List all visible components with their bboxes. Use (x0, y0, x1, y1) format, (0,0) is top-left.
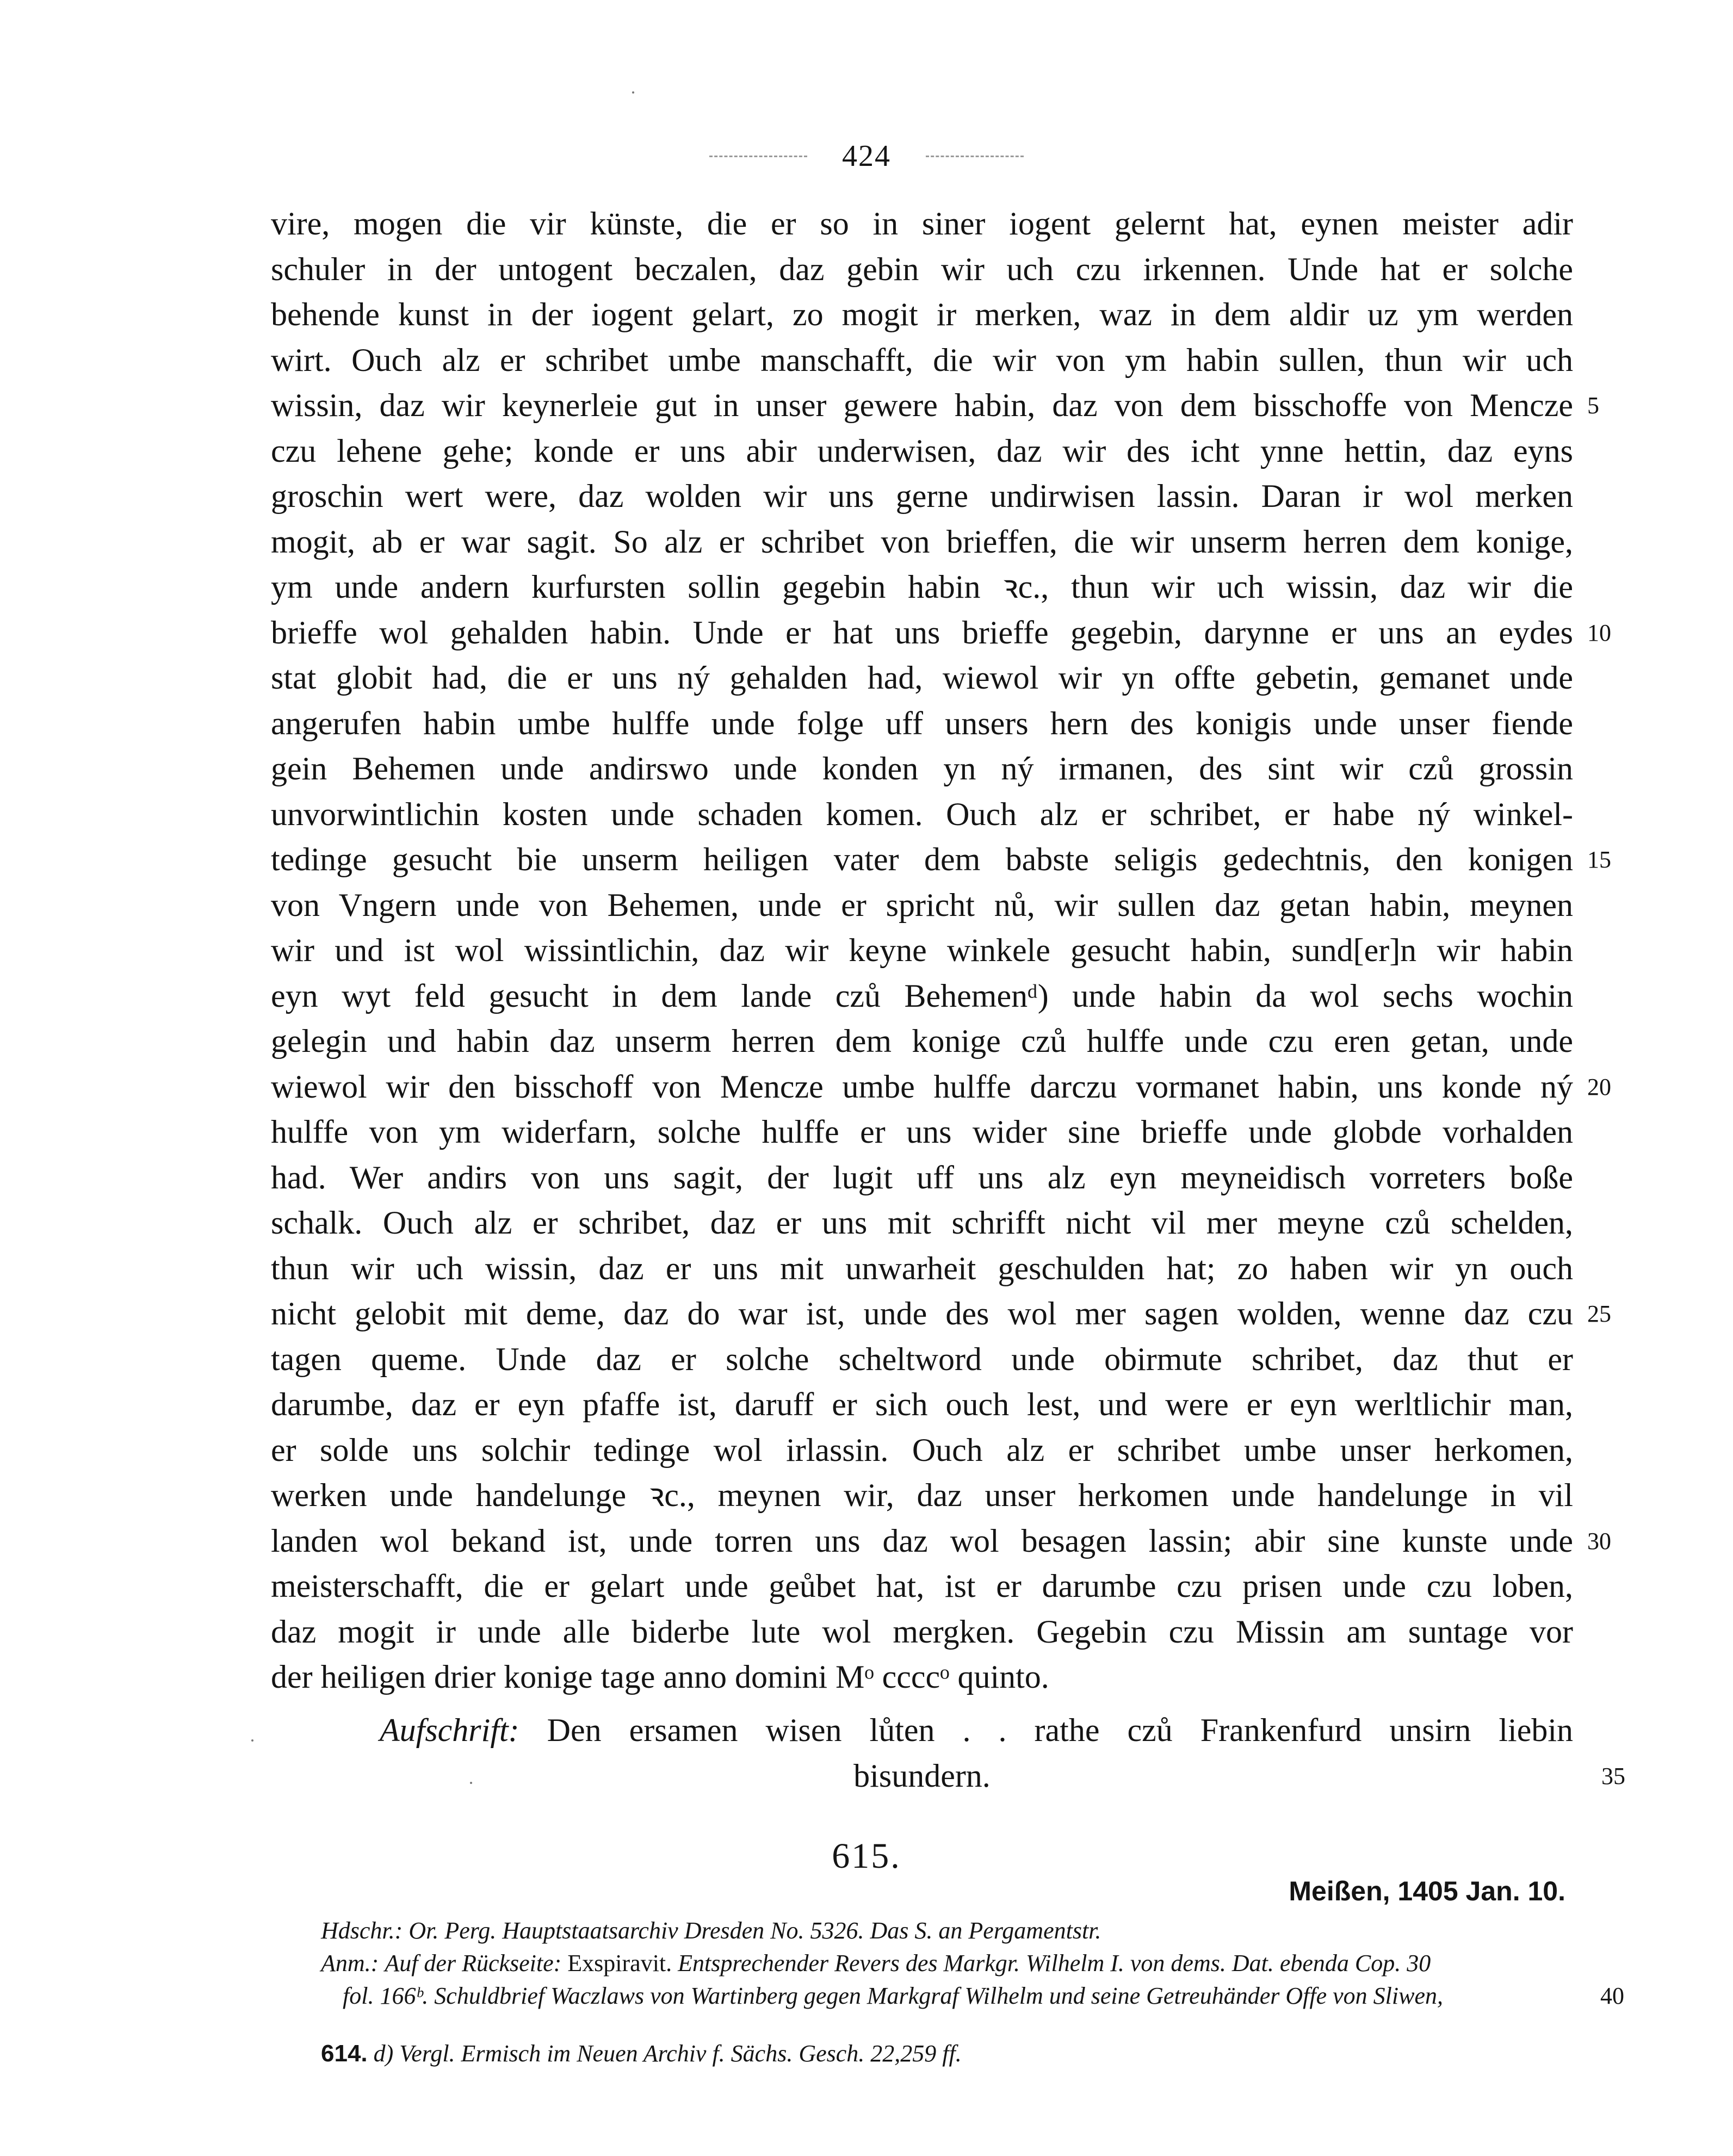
scan-speck (632, 91, 634, 94)
text-line-content: eyn wyt feld gesucht in dem lande czů Behemenᵈ) unde habin da wol sechs wochin (271, 977, 1573, 1014)
letter-body (271, 201, 1611, 1700)
line-number: 25 (1587, 1300, 1611, 1327)
aufschrift-text: Den ersamen wisen lůten . . rathe czů Frankenfurd unsirn liebin (547, 1712, 1573, 1748)
line-number: 15 (1587, 846, 1611, 873)
footnote-ref: 614. (321, 2040, 368, 2067)
text-line-content: er solde uns solchir tedinge wol irlassin. Ouch alz er schribet umbe unser herkomen, (271, 1432, 1573, 1468)
text-line-content: tagen queme. Unde daz er solche scheltword unde obirmute schribet, daz thut er (271, 1341, 1573, 1377)
text-line-content: daz mogit ir unde alle biderbe lute wol mergken. Gegebin czu Missin am suntage vor (271, 1613, 1573, 1650)
text-line (271, 837, 1611, 883)
line-number: 20 (1587, 1073, 1611, 1100)
scan-speck (251, 1739, 253, 1742)
text-line-content: wissin, daz wir keynerleie gut in unser gewere habin, daz von dem bisschoffe von Mencze (271, 387, 1573, 423)
text-line-content: schuler in der untogent beczalen, daz gebin wir uch czu irkennen. Unde hat er solche (271, 251, 1573, 287)
note-hdschr-label: Hdschr.: (321, 1917, 403, 1944)
text-line (271, 1564, 1573, 1609)
text-line (271, 610, 1611, 656)
text-line (271, 1155, 1573, 1201)
text-line-content: vire, mogen die vir künste, die er so in siner iogent gelernt hat, eynen meister adir (271, 206, 1573, 241)
footnote-text: d) Vergl. Ermisch im Neuen Archiv f. Sächs. Gesch. 22,259 ff. (373, 2040, 962, 2067)
text-line-content: had. Wer andirs von uns sagit, der lugit uff uns alz eyn meyneidisch vorreters boße (271, 1159, 1573, 1195)
text-line (271, 565, 1573, 610)
header-rule-right (926, 156, 1024, 157)
aufschrift-block (271, 1708, 1625, 1799)
text-line (271, 383, 1599, 429)
text-line-content: meisterschafft, die er gelart unde geůbet hat, ist er darumbe czu prisen unde czu loben, (271, 1568, 1573, 1604)
apparatus-notes (321, 1915, 1624, 2012)
text-line-content: landen wol bekand ist, unde torren uns daz wol besagen lassin; abir sine kunste unde (271, 1522, 1573, 1559)
text-line-content: wiewol wir den bisschoff von Mencze umbe hulffe darczu vormanet habin, uns konde ný (271, 1068, 1573, 1105)
text-line (271, 519, 1573, 565)
note-anm-continued (321, 1980, 1624, 2012)
text-line (271, 429, 1573, 474)
text-line (271, 1246, 1573, 1292)
text-line (271, 1200, 1573, 1246)
note-anm-text-2: Exspiravit. (567, 1950, 672, 1977)
text-line (271, 655, 1573, 701)
text-line-content: schalk. Ouch alz er schribet, daz er uns mit schrifft nicht vil mer meyne czů schelden, (271, 1205, 1573, 1241)
text-line-content: werken unde handelunge ꝛc., meynen wir, daz unser herkomen unde handelunge in vil (271, 1477, 1573, 1513)
line-number: 5 (1587, 392, 1599, 419)
text-line-content: angerufen habin umbe hulffe unde folge uff unsers hern des konigis unde unser fiende (271, 705, 1573, 741)
text-line-content: der heiligen drier konige tage anno domini Mᵒ ccccᵒ quinto. (271, 1659, 1049, 1695)
aufschrift-label: Aufschrift: (380, 1712, 519, 1748)
text-line (271, 792, 1573, 838)
text-line-content: thun wir uch wissin, daz er uns mit unwarheit geschulden hat; zo haben wir yn ouch (271, 1250, 1573, 1286)
text-line-content: czu lehene gehe; konde er uns abir underwisen, daz wir des icht ynne hettin, daz eyns (271, 432, 1573, 469)
text-line (271, 1019, 1573, 1064)
aufschrift-line-2 (271, 1754, 1625, 1799)
text-line (271, 201, 1573, 247)
text-line (271, 1428, 1573, 1473)
page-number: 424 (842, 139, 891, 173)
text-line-content: wir und ist wol wissintlichin, daz wir keyne winkele gesucht habin, sund[er]n wir habin (271, 932, 1573, 968)
note-anm-line-2: fol. 166ᵇ. Schuldbrief Waczlaws von Wartinberg gegen Markgraf Wilhelm und seine Getreuhänder Offe von Sliwen, (343, 1982, 1443, 2009)
line-number: 40 (1600, 1982, 1624, 2009)
text-line (271, 701, 1573, 747)
footnote (321, 2040, 962, 2067)
aufschrift-text-2: bisundern. (853, 1757, 991, 1794)
line-number: 10 (1587, 619, 1611, 646)
text-line (271, 1609, 1573, 1655)
text-line (271, 746, 1573, 792)
text-line (271, 928, 1573, 974)
note-anm-text-3: Entsprechender Revers des Markgr. Wilhelm I. von dems. Dat. ebenda Cop. 30 (678, 1950, 1431, 1977)
document-number: 615. (832, 1836, 901, 1876)
text-line (271, 1519, 1611, 1564)
text-line (271, 474, 1573, 519)
text-line-content: gein Behemen unde andirswo unde konden yn ný irmanen, des sint wir czů grossin (271, 751, 1573, 786)
text-line (271, 974, 1573, 1019)
text-line-content: stat globit had, die er uns ný gehalden had, wiewol wir yn offte gebetin, gemanet unde (271, 660, 1573, 696)
note-anm-text-1: Auf der Rückseite: (385, 1950, 562, 1977)
text-line-content: nicht gelobit mit deme, daz do war ist, unde des wol mer sagen wolden, wenne daz czu (271, 1296, 1573, 1331)
text-line (271, 1064, 1611, 1110)
text-line (271, 883, 1573, 928)
text-line (271, 1110, 1573, 1155)
text-line (271, 1655, 1573, 1700)
text-line (271, 292, 1573, 338)
note-hdschr-text: Or. Perg. Hauptstaatsarchiv Dresden No. 5326. Das S. an Pergamentstr. (409, 1917, 1101, 1944)
text-line-content: wirt. Ouch alz er schribet umbe manschafft, die wir von ym habin sullen, thun wir uch (271, 342, 1573, 378)
note-hdschr (321, 1915, 1570, 1947)
text-line-content: von Vngern unde von Behemen, unde er spricht nů, wir sullen daz getan habin, meynen (271, 887, 1573, 923)
text-line-content: groschin wert were, daz wolden wir uns gerne undirwisen lassin. Daran ir wol merken (271, 478, 1573, 514)
text-line-content: mogit, ab er war sagit. So alz er schribet von brieffen, die wir unserm herren dem konige, (271, 523, 1573, 560)
text-line (271, 1473, 1573, 1519)
text-line (271, 338, 1573, 383)
header-rule-left (709, 156, 807, 157)
text-line (271, 1382, 1573, 1428)
page-header (0, 139, 1733, 174)
text-line (271, 1337, 1573, 1383)
text-line-content: gelegin und habin daz unserm herren dem konige czů hulffe unde czu eren getan, unde (271, 1023, 1573, 1059)
line-number: 30 (1587, 1527, 1611, 1554)
text-line-content: tedinge gesucht bie unserm heiligen vater dem babste seligis gedechtnis, den konigen (271, 841, 1573, 877)
line-number: 35 (1601, 1762, 1625, 1789)
aufschrift-line-1 (271, 1708, 1573, 1754)
text-line-content: brieffe wol gehalden habin. Unde er hat uns brieffe gegebin, darynne er uns an eydes (271, 614, 1573, 650)
text-line-content: darumbe, daz er eyn pfaffe ist, daruff er sich ouch lest, und were er eyn werltlichir man, (271, 1386, 1573, 1422)
text-line-content: hulffe von ym widerfarn, solche hulffe er uns wider sine brieffe unde globde vorhalden (271, 1114, 1573, 1150)
text-line (271, 1291, 1611, 1337)
text-line-content: unvorwintlichin kosten unde schaden komen. Ouch alz er schribet, er habe ný winkel- (271, 796, 1573, 832)
note-anm (321, 1947, 1570, 1980)
text-line-content: behende kunst in der iogent gelart, zo mogit ir merken, waz in dem aldir uz ym werden (271, 296, 1573, 332)
note-anm-label: Anm.: (321, 1950, 379, 1977)
text-line-content: ym unde andern kurfursten sollin gegebin habin ꝛc., thun wir uch wissin, daz wir die (271, 569, 1573, 605)
place-date: Meißen, 1405 Jan. 10. (1289, 1876, 1565, 1906)
text-line (271, 247, 1573, 293)
